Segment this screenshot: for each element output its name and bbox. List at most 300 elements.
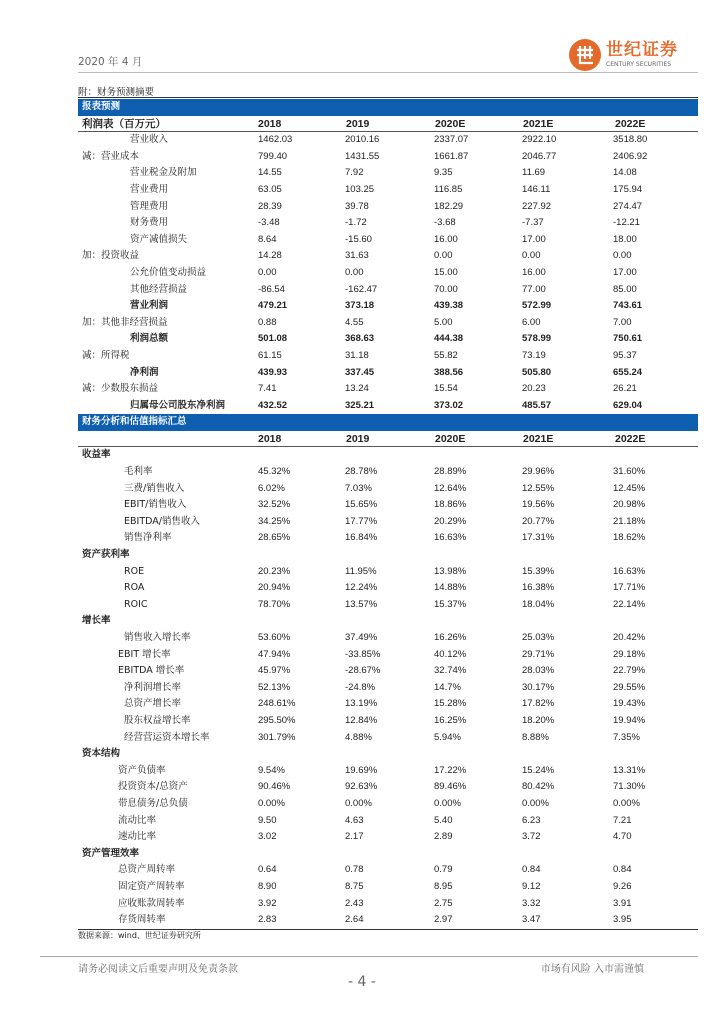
row-label: 加：其他非经营损益 bbox=[82, 316, 168, 328]
cell-value: 28.39 bbox=[258, 200, 282, 212]
cell-value: 28.03% bbox=[522, 665, 555, 677]
table-row bbox=[78, 132, 698, 149]
cell-value: 22.14% bbox=[613, 598, 646, 610]
row-label: 营业利润 bbox=[130, 300, 169, 312]
section-header-forecast bbox=[78, 99, 698, 116]
row-label: 三费/销售收入 bbox=[124, 482, 185, 494]
cell-value: 70.00 bbox=[434, 283, 458, 295]
row-label: 归属母公司股东净利润 bbox=[130, 399, 226, 411]
cell-value: 9.35 bbox=[434, 167, 453, 179]
cell-value: 0.00% bbox=[522, 797, 549, 809]
row-label: ROE bbox=[124, 565, 145, 577]
cell-value: 4.63 bbox=[345, 814, 364, 826]
cell-value: 2337.07 bbox=[434, 134, 469, 146]
table-row bbox=[78, 763, 698, 780]
year-header: 2021E bbox=[523, 432, 554, 445]
cell-value: 12.84% bbox=[345, 714, 378, 726]
table-row bbox=[78, 730, 698, 747]
table-row bbox=[78, 381, 698, 398]
cell-value: 0.00% bbox=[434, 797, 461, 809]
cell-value: 0.00 bbox=[258, 266, 277, 278]
cell-value: 78.70% bbox=[258, 598, 291, 610]
row-label: 资产负债率 bbox=[118, 764, 166, 776]
cell-value: 16.25% bbox=[434, 714, 467, 726]
cell-value: 8.64 bbox=[258, 233, 277, 245]
cell-value: 0.88 bbox=[258, 316, 277, 328]
cell-value: 20.29% bbox=[434, 515, 467, 527]
cell-value: 2922.10 bbox=[522, 134, 557, 146]
cell-value: 61.15 bbox=[258, 349, 282, 361]
cell-value: 14.28 bbox=[258, 250, 282, 262]
cell-value: 15.65% bbox=[345, 499, 378, 511]
cell-value: 17.71% bbox=[613, 582, 646, 594]
row-label: 资产减值损失 bbox=[130, 233, 188, 245]
cell-value: -12.21 bbox=[613, 217, 640, 229]
cell-value: 16.38% bbox=[522, 582, 555, 594]
row-label: 毛利率 bbox=[124, 466, 153, 478]
row-label: 营业费用 bbox=[130, 183, 169, 195]
cell-value: 0.00% bbox=[258, 797, 285, 809]
row-label: 净利润 bbox=[130, 366, 159, 378]
table-row bbox=[78, 663, 698, 680]
cell-value: 29.55% bbox=[613, 681, 646, 693]
cell-value: 9.50 bbox=[258, 814, 277, 826]
cell-value: -1.72 bbox=[345, 217, 367, 229]
row-label: 销售净利率 bbox=[124, 532, 172, 544]
category-header bbox=[78, 547, 698, 564]
cell-value: 4.88% bbox=[345, 731, 372, 743]
logo-name-en: CENTURY SECURITIES bbox=[606, 61, 672, 68]
category-title: 资产获利率 bbox=[82, 549, 130, 561]
cell-value: 13.98% bbox=[434, 565, 467, 577]
table-row bbox=[78, 248, 698, 265]
year-header: 2022E bbox=[615, 117, 646, 130]
cell-value: 18.20% bbox=[522, 714, 555, 726]
row-label: EBITDA/销售收入 bbox=[124, 515, 200, 527]
cell-value: 29.71% bbox=[522, 648, 555, 660]
cell-value: 14.88% bbox=[434, 582, 467, 594]
category-title: 增长率 bbox=[82, 615, 111, 627]
cell-value: 17.31% bbox=[522, 532, 555, 544]
logo-mark-icon bbox=[568, 38, 602, 72]
cell-value: 5.00 bbox=[434, 316, 453, 328]
table-row bbox=[78, 514, 698, 531]
cell-value: 5.94% bbox=[434, 731, 461, 743]
cell-value: 799.40 bbox=[258, 150, 288, 162]
year-header: 2021E bbox=[523, 117, 554, 130]
cell-value: 52.13% bbox=[258, 681, 291, 693]
row-label: EBIT 增长率 bbox=[118, 648, 171, 660]
category-header bbox=[78, 846, 698, 863]
cell-value: 9.54% bbox=[258, 764, 285, 776]
cell-value: 4.70 bbox=[613, 831, 632, 843]
cell-value: 18.86% bbox=[434, 499, 467, 511]
cell-value: -3.48 bbox=[258, 217, 280, 229]
row-label: ROA bbox=[124, 582, 145, 594]
cell-value: 432.52 bbox=[258, 399, 288, 411]
cell-value: 15.28% bbox=[434, 698, 467, 710]
cell-value: 743.61 bbox=[613, 300, 643, 312]
table-row bbox=[78, 879, 698, 896]
header-divider bbox=[78, 72, 698, 73]
cell-value: 40.12% bbox=[434, 648, 467, 660]
table-row bbox=[78, 298, 698, 315]
row-label: 经营营运资本增长率 bbox=[124, 731, 210, 743]
cell-value: 7.00 bbox=[613, 316, 632, 328]
cell-value: 31.63 bbox=[345, 250, 369, 262]
cell-value: 18.00 bbox=[613, 233, 637, 245]
cell-value: 1462.03 bbox=[258, 134, 293, 146]
footer-disclaimer: 请务必阅读文后重要声明及免责条款 bbox=[78, 964, 238, 975]
category-title: 资产管理效率 bbox=[82, 847, 140, 859]
cell-value: -33.85% bbox=[345, 648, 381, 660]
cell-value: 1661.87 bbox=[434, 150, 469, 162]
cell-value: -24.8% bbox=[345, 681, 376, 693]
cell-value: 325.21 bbox=[345, 399, 375, 411]
cell-value: 15.39% bbox=[522, 565, 555, 577]
cell-value: 0.00 bbox=[434, 250, 453, 262]
cell-value: 34.25% bbox=[258, 515, 291, 527]
row-label: 速动比率 bbox=[118, 831, 157, 843]
cell-value: 629.04 bbox=[613, 399, 643, 411]
cell-value: 2.64 bbox=[345, 914, 364, 926]
table-row bbox=[78, 282, 698, 299]
row-label: 存货周转率 bbox=[118, 914, 166, 926]
year-header: 2020E bbox=[435, 117, 466, 130]
cell-value: 17.22% bbox=[434, 764, 467, 776]
cell-value: 388.56 bbox=[434, 366, 464, 378]
year-header: 2018 bbox=[258, 117, 282, 130]
table-row bbox=[78, 630, 698, 647]
cell-value: 31.18 bbox=[345, 349, 369, 361]
table-row bbox=[78, 912, 698, 929]
cell-value: 29.96% bbox=[522, 466, 555, 478]
cell-value: 85.00 bbox=[613, 283, 637, 295]
cell-value: 505.80 bbox=[522, 366, 552, 378]
row-label: 营业收入 bbox=[130, 134, 169, 146]
table-row bbox=[78, 713, 698, 730]
cell-value: 578.99 bbox=[522, 333, 552, 345]
table-row bbox=[78, 497, 698, 514]
cell-value: 28.78% bbox=[345, 466, 378, 478]
cell-value: 15.54 bbox=[434, 383, 458, 395]
cell-value: 0.84 bbox=[522, 864, 541, 876]
cell-value: 3.47 bbox=[522, 914, 541, 926]
cell-value: 3518.80 bbox=[613, 134, 648, 146]
cell-value: 53.60% bbox=[258, 632, 291, 643]
cell-value: 20.94% bbox=[258, 582, 291, 594]
table-row bbox=[78, 680, 698, 697]
cell-value: 8.90 bbox=[258, 880, 277, 892]
table-row bbox=[78, 647, 698, 664]
table-row bbox=[78, 232, 698, 249]
cell-value: 337.45 bbox=[345, 366, 375, 378]
row-label: 股东权益增长率 bbox=[124, 714, 191, 726]
cell-value: 17.82% bbox=[522, 698, 555, 710]
cell-value: 3.02 bbox=[258, 831, 277, 843]
cell-value: 103.25 bbox=[345, 183, 375, 195]
row-label: 固定资产周转率 bbox=[118, 880, 185, 892]
cell-value: 20.23 bbox=[522, 383, 546, 395]
footer-risk-note: 市场有风险 入市需谨慎 bbox=[540, 964, 644, 975]
cell-value: 25.03% bbox=[522, 632, 555, 643]
cell-value: 89.46% bbox=[434, 781, 467, 793]
cell-value: 28.65% bbox=[258, 532, 291, 544]
cell-value: 14.08 bbox=[613, 167, 637, 179]
cell-value: 17.00 bbox=[613, 266, 637, 278]
table-row bbox=[78, 696, 698, 713]
cell-value: 248.61% bbox=[258, 698, 296, 710]
cell-value: 19.43% bbox=[613, 698, 646, 710]
cell-value: 32.74% bbox=[434, 665, 467, 677]
cell-value: 14.55 bbox=[258, 167, 282, 179]
cell-value: 20.77% bbox=[522, 515, 555, 527]
report-date: 2020 年 4 月 bbox=[78, 56, 143, 68]
cell-value: 47.94% bbox=[258, 648, 291, 660]
table-row bbox=[78, 796, 698, 813]
table-row bbox=[78, 779, 698, 796]
cell-value: 37.49% bbox=[345, 632, 378, 643]
cell-value: 12.64% bbox=[434, 482, 467, 494]
cell-value: 1431.55 bbox=[345, 150, 380, 162]
cell-value: 485.57 bbox=[522, 399, 552, 411]
category-title: 资本结构 bbox=[82, 748, 121, 760]
category-header bbox=[78, 613, 698, 630]
cell-value: 92.63% bbox=[345, 781, 378, 793]
table-row bbox=[78, 365, 698, 382]
cell-value: 18.62% bbox=[613, 532, 646, 544]
row-label: 销售收入增长率 bbox=[124, 632, 191, 643]
cell-value: 6.00 bbox=[522, 316, 541, 328]
cell-value: 0.78 bbox=[345, 864, 364, 876]
cell-value: 45.97% bbox=[258, 665, 291, 677]
income-column-header bbox=[78, 116, 698, 133]
cell-value: 19.94% bbox=[613, 714, 646, 726]
table-row bbox=[78, 265, 698, 282]
cell-value: 501.08 bbox=[258, 333, 288, 345]
row-label: 营业税金及附加 bbox=[130, 167, 197, 179]
cell-value: 2.75 bbox=[434, 897, 453, 909]
table-row bbox=[78, 481, 698, 498]
cell-value: 28.89% bbox=[434, 466, 467, 478]
cell-value: 45.32% bbox=[258, 466, 291, 478]
income-header-label: 利润表（百万元） bbox=[82, 117, 166, 130]
row-label: 加：投资收益 bbox=[82, 250, 140, 262]
cell-value: 655.24 bbox=[613, 366, 643, 378]
cell-value: 3.92 bbox=[258, 897, 277, 909]
cell-value: 55.82 bbox=[434, 349, 458, 361]
page-number: - 4 - bbox=[348, 974, 376, 990]
category-title: 收益率 bbox=[82, 449, 111, 461]
cell-value: 95.37 bbox=[613, 349, 637, 361]
cell-value: 373.18 bbox=[345, 300, 375, 312]
cell-value: 12.55% bbox=[522, 482, 555, 494]
ratio-column-header bbox=[78, 431, 698, 448]
company-logo bbox=[568, 38, 678, 72]
financial-table bbox=[78, 99, 698, 930]
table-row bbox=[78, 597, 698, 614]
cell-value: 19.56% bbox=[522, 499, 555, 511]
cell-value: 8.95 bbox=[434, 880, 453, 892]
section-title: 报表预测 bbox=[82, 101, 121, 112]
cell-value: 12.24% bbox=[345, 582, 378, 594]
ratio-body bbox=[78, 447, 698, 928]
cell-value: 8.75 bbox=[345, 880, 364, 892]
year-header: 2022E bbox=[615, 432, 646, 445]
row-label: 财务费用 bbox=[130, 217, 169, 229]
table-row bbox=[78, 530, 698, 547]
cell-value: 0.79 bbox=[434, 864, 453, 876]
cell-value: 16.00 bbox=[434, 233, 458, 245]
cell-value: 3.32 bbox=[522, 897, 541, 909]
cell-value: 18.04% bbox=[522, 598, 555, 610]
cell-value: 80.42% bbox=[522, 781, 555, 793]
cell-value: 368.63 bbox=[345, 333, 375, 345]
table-row bbox=[78, 315, 698, 332]
table-row bbox=[78, 829, 698, 846]
cell-value: 16.26% bbox=[434, 632, 467, 643]
cell-value: 15.37% bbox=[434, 598, 467, 610]
table-row bbox=[78, 580, 698, 597]
cell-value: 4.55 bbox=[345, 316, 364, 328]
category-header bbox=[78, 746, 698, 763]
data-source: 数据来源：wind、世纪证券研究所 bbox=[78, 931, 201, 940]
row-label: 管理费用 bbox=[130, 200, 169, 212]
row-label: 公允价值变动损益 bbox=[130, 266, 207, 278]
row-label: ROIC bbox=[124, 598, 148, 610]
year-header: 2019 bbox=[346, 432, 370, 445]
table-row bbox=[78, 896, 698, 913]
cell-value: 0.00 bbox=[522, 250, 541, 262]
cell-value: 16.00 bbox=[522, 266, 546, 278]
cell-value: 7.03% bbox=[345, 482, 372, 494]
cell-value: 274.47 bbox=[613, 200, 643, 212]
cell-value: 6.02% bbox=[258, 482, 285, 494]
cell-value: 0.64 bbox=[258, 864, 277, 876]
cell-value: 22.79% bbox=[613, 665, 646, 677]
cell-value: 750.61 bbox=[613, 333, 643, 345]
cell-value: -3.68 bbox=[434, 217, 456, 229]
cell-value: 26.21 bbox=[613, 383, 637, 395]
cell-value: -162.47 bbox=[345, 283, 378, 295]
cell-value: 301.79% bbox=[258, 731, 296, 743]
cell-value: 11.69 bbox=[522, 167, 546, 179]
cell-value: -7.37 bbox=[522, 217, 544, 229]
cell-value: 2406.92 bbox=[613, 150, 648, 162]
cell-value: 0.00 bbox=[345, 266, 364, 278]
table-row bbox=[78, 813, 698, 830]
row-label: 投资资本/总资产 bbox=[118, 781, 188, 793]
cell-value: 2.83 bbox=[258, 914, 277, 926]
cell-value: 7.41 bbox=[258, 383, 277, 395]
cell-value: 17.00 bbox=[522, 233, 546, 245]
cell-value: 12.45% bbox=[613, 482, 646, 494]
cell-value: 11.95% bbox=[345, 565, 377, 577]
table-row bbox=[78, 331, 698, 348]
cell-value: 2.89 bbox=[434, 831, 453, 843]
cell-value: 14.7% bbox=[434, 681, 461, 693]
cell-value: 31.60% bbox=[613, 466, 646, 478]
row-label: 减：所得税 bbox=[82, 349, 130, 361]
cell-value: 116.85 bbox=[434, 183, 463, 195]
row-label: 净利润增长率 bbox=[124, 681, 182, 693]
cell-value: 9.26 bbox=[613, 880, 632, 892]
income-statement-body bbox=[78, 132, 698, 414]
cell-value: 444.38 bbox=[434, 333, 464, 345]
row-label: EBITDA 增长率 bbox=[118, 665, 185, 677]
cell-value: 20.98% bbox=[613, 499, 646, 511]
row-label: 其他经营损益 bbox=[130, 283, 188, 295]
cell-value: 13.31% bbox=[613, 764, 646, 776]
cell-value: 2.43 bbox=[345, 897, 364, 909]
cell-value: 3.91 bbox=[613, 897, 632, 909]
cell-value: 19.69% bbox=[345, 764, 378, 776]
cell-value: 63.05 bbox=[258, 183, 282, 195]
cell-value: 71.30% bbox=[613, 781, 646, 793]
row-label: EBIT/销售收入 bbox=[124, 499, 187, 511]
cell-value: 5.40 bbox=[434, 814, 453, 826]
cell-value: 13.19% bbox=[345, 698, 378, 710]
cell-value: 90.46% bbox=[258, 781, 291, 793]
cell-value: 13.24 bbox=[345, 383, 369, 395]
cell-value: 2010.16 bbox=[345, 134, 380, 146]
cell-value: 77.00 bbox=[522, 283, 546, 295]
year-header: 2019 bbox=[346, 117, 370, 130]
cell-value: -15.60 bbox=[345, 233, 372, 245]
cell-value: 39.78 bbox=[345, 200, 369, 212]
row-label: 总资产周转率 bbox=[118, 864, 176, 876]
cell-value: 15.24% bbox=[522, 764, 555, 776]
cell-value: 175.94 bbox=[613, 183, 643, 195]
cell-value: 479.21 bbox=[258, 300, 288, 312]
cell-value: 15.00 bbox=[434, 266, 458, 278]
cell-value: 182.29 bbox=[434, 200, 464, 212]
cell-value: 2.17 bbox=[345, 831, 364, 843]
cell-value: 16.84% bbox=[345, 532, 378, 544]
cell-value: 20.23% bbox=[258, 565, 291, 577]
cell-value: 227.92 bbox=[522, 200, 552, 212]
cell-value: 16.63% bbox=[613, 565, 646, 577]
footer-divider bbox=[40, 956, 698, 957]
cell-value: 146.11 bbox=[522, 183, 551, 195]
year-header: 2020E bbox=[435, 432, 466, 445]
cell-value: 29.18% bbox=[613, 648, 646, 660]
cell-value: 2.97 bbox=[434, 914, 453, 926]
row-label: 减：少数股东损益 bbox=[82, 383, 159, 395]
row-label: 总资产增长率 bbox=[124, 698, 182, 710]
cell-value: 0.00% bbox=[345, 797, 372, 809]
logo-name-cn: 世纪证券 bbox=[606, 40, 678, 60]
cell-value: 6.23 bbox=[522, 814, 541, 826]
table-row bbox=[78, 182, 698, 199]
table-row bbox=[78, 215, 698, 232]
table-row bbox=[78, 862, 698, 879]
appendix-title: 附：财务预测摘要 bbox=[78, 87, 155, 98]
table-row bbox=[78, 348, 698, 365]
cell-value: 32.52% bbox=[258, 499, 291, 511]
cell-value: 572.99 bbox=[522, 300, 552, 312]
cell-value: 373.02 bbox=[434, 399, 464, 411]
cell-value: 73.19 bbox=[522, 349, 546, 361]
cell-value: 8.88% bbox=[522, 731, 549, 743]
table-row bbox=[78, 564, 698, 581]
cell-value: 7.92 bbox=[345, 167, 364, 179]
table-row bbox=[78, 398, 698, 415]
cell-value: 295.50% bbox=[258, 714, 296, 726]
cell-value: 2046.77 bbox=[522, 150, 557, 162]
cell-value: 0.00 bbox=[613, 250, 632, 262]
appendix-divider bbox=[78, 97, 698, 98]
